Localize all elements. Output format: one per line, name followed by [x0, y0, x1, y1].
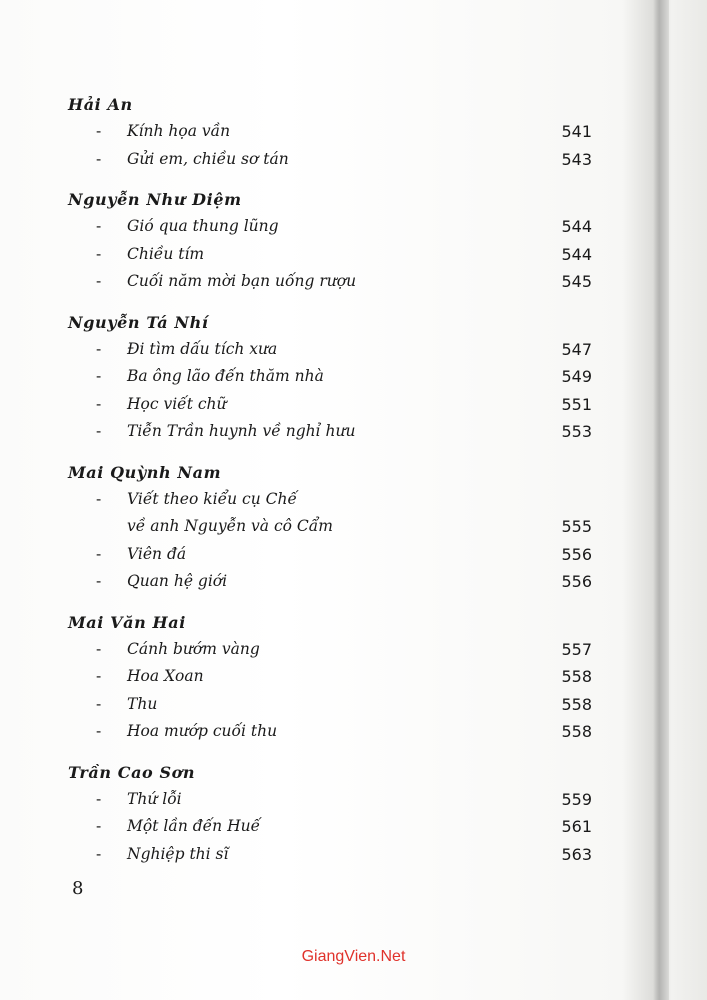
entry-title: Học viết chữ — [127, 394, 227, 413]
toc-entry[interactable] — [68, 241, 598, 269]
entry-dash: - — [96, 694, 102, 713]
book-spine-shadow — [653, 0, 669, 1000]
entry-title: Tiễn Trần huynh về nghỉ hưu — [127, 422, 356, 440]
entry-page-number: 556 — [561, 572, 592, 591]
entry-dash: - — [96, 789, 102, 808]
entry-dash: - — [96, 339, 102, 358]
entry-dash: - — [96, 817, 102, 835]
entry-title: Hoa Xoan — [127, 667, 204, 685]
entry-dash: - — [96, 722, 102, 740]
entry-title: Kính họa vần — [127, 122, 231, 140]
author-name: Mai Văn Hai — [68, 612, 186, 632]
entry-page-number: 563 — [561, 844, 592, 864]
entry-page-number: 544 — [561, 244, 592, 264]
toc-entry[interactable] — [68, 146, 598, 174]
toc-section — [68, 760, 598, 869]
toc-entry[interactable] — [68, 118, 598, 146]
entry-dash: - — [96, 217, 102, 235]
entry-page-number: 553 — [561, 422, 592, 441]
toc-entry[interactable] — [68, 636, 598, 664]
table-of-contents — [68, 92, 598, 868]
entry-title: Cuối năm mời bạn uống rượu — [127, 272, 357, 290]
toc-entry[interactable] — [68, 363, 598, 391]
toc-entry[interactable] — [68, 841, 598, 869]
entry-title-line-1: Viết theo kiểu cụ Chế — [127, 489, 297, 508]
toc-entry[interactable] — [68, 541, 598, 569]
entry-dash: - — [96, 367, 102, 385]
entry-page-number: 543 — [561, 149, 592, 169]
entry-page-number: 541 — [561, 122, 592, 141]
entry-title: Gió qua thung lũng — [127, 217, 279, 235]
entry-title: Thứ lỗi — [127, 789, 182, 808]
entry-dash: - — [96, 122, 102, 140]
author-name: Hải An — [68, 95, 133, 114]
entry-page-number: 558 — [561, 722, 592, 741]
entry-page-number: 544 — [561, 217, 592, 236]
toc-entry[interactable] — [68, 568, 598, 596]
author-name: Trần Cao Sơn — [68, 762, 196, 782]
toc-section — [68, 187, 598, 296]
entry-dash: - — [96, 489, 102, 508]
entry-page-number: 558 — [561, 667, 592, 686]
entry-dash: - — [96, 272, 102, 290]
entry-dash: - — [96, 394, 102, 413]
entry-title: Viên đá — [127, 544, 187, 563]
entry-dash: - — [96, 639, 102, 658]
watermark-text: GiangVien.Net — [301, 948, 406, 965]
author-name: Nguyễn Tá Nhí — [68, 312, 209, 332]
toc-entry[interactable] — [68, 336, 598, 364]
entry-dash: - — [96, 544, 102, 563]
toc-section — [68, 460, 598, 596]
toc-entry[interactable] — [68, 486, 598, 541]
entry-title: Cánh bướm vàng — [127, 639, 260, 658]
toc-section — [68, 92, 598, 173]
entry-page-number: 557 — [561, 639, 592, 659]
entry-title: Thu — [127, 694, 158, 713]
toc-entry[interactable] — [68, 663, 598, 691]
entry-title: Chiều tím — [127, 244, 205, 263]
toc-entry[interactable] — [68, 786, 598, 814]
author-name: Nguyễn Như Diệm — [68, 190, 242, 209]
entry-dash: - — [96, 667, 102, 685]
page-number-footer: 8 — [72, 878, 84, 899]
toc-entry[interactable] — [68, 418, 598, 446]
toc-entry[interactable] — [68, 691, 598, 719]
entry-page-number: 556 — [561, 544, 592, 564]
entry-page-number: 547 — [561, 339, 592, 359]
toc-entry[interactable] — [68, 718, 598, 746]
entry-page-number: 558 — [561, 694, 592, 714]
toc-entry[interactable] — [68, 391, 598, 419]
toc-entry[interactable] — [68, 813, 598, 841]
entry-page-number: 559 — [561, 789, 592, 809]
entry-title-line-2: về anh Nguyễn và cô Cẩm — [127, 516, 333, 535]
entry-title: Ba ông lão đến thăm nhà — [127, 367, 324, 385]
toc-entry[interactable] — [68, 213, 598, 241]
entry-title — [127, 486, 333, 540]
entry-page-number: 555 — [561, 516, 592, 536]
entry-title: Nghiệp thi sĩ — [127, 844, 229, 863]
entry-dash: - — [96, 244, 102, 263]
entry-title: Đi tìm dấu tích xưa — [127, 339, 278, 358]
entry-dash: - — [96, 572, 102, 590]
entry-page-number: 551 — [561, 394, 592, 414]
toc-entry[interactable] — [68, 268, 598, 296]
entry-title: Hoa mướp cuối thu — [127, 722, 278, 740]
entry-title: Gửi em, chiều sơ tán — [127, 149, 289, 168]
author-name: Mai Quỳnh Nam — [68, 462, 222, 482]
entry-dash: - — [96, 422, 102, 440]
toc-section — [68, 310, 598, 446]
entry-title: Quan hệ giới — [127, 572, 228, 590]
entry-page-number: 549 — [561, 367, 592, 386]
entry-page-number: 561 — [561, 817, 592, 836]
toc-section — [68, 610, 598, 746]
entry-page-number: 545 — [561, 272, 592, 291]
entry-dash: - — [96, 149, 102, 168]
entry-title: Một lần đến Huế — [127, 817, 261, 835]
entry-dash: - — [96, 844, 102, 863]
